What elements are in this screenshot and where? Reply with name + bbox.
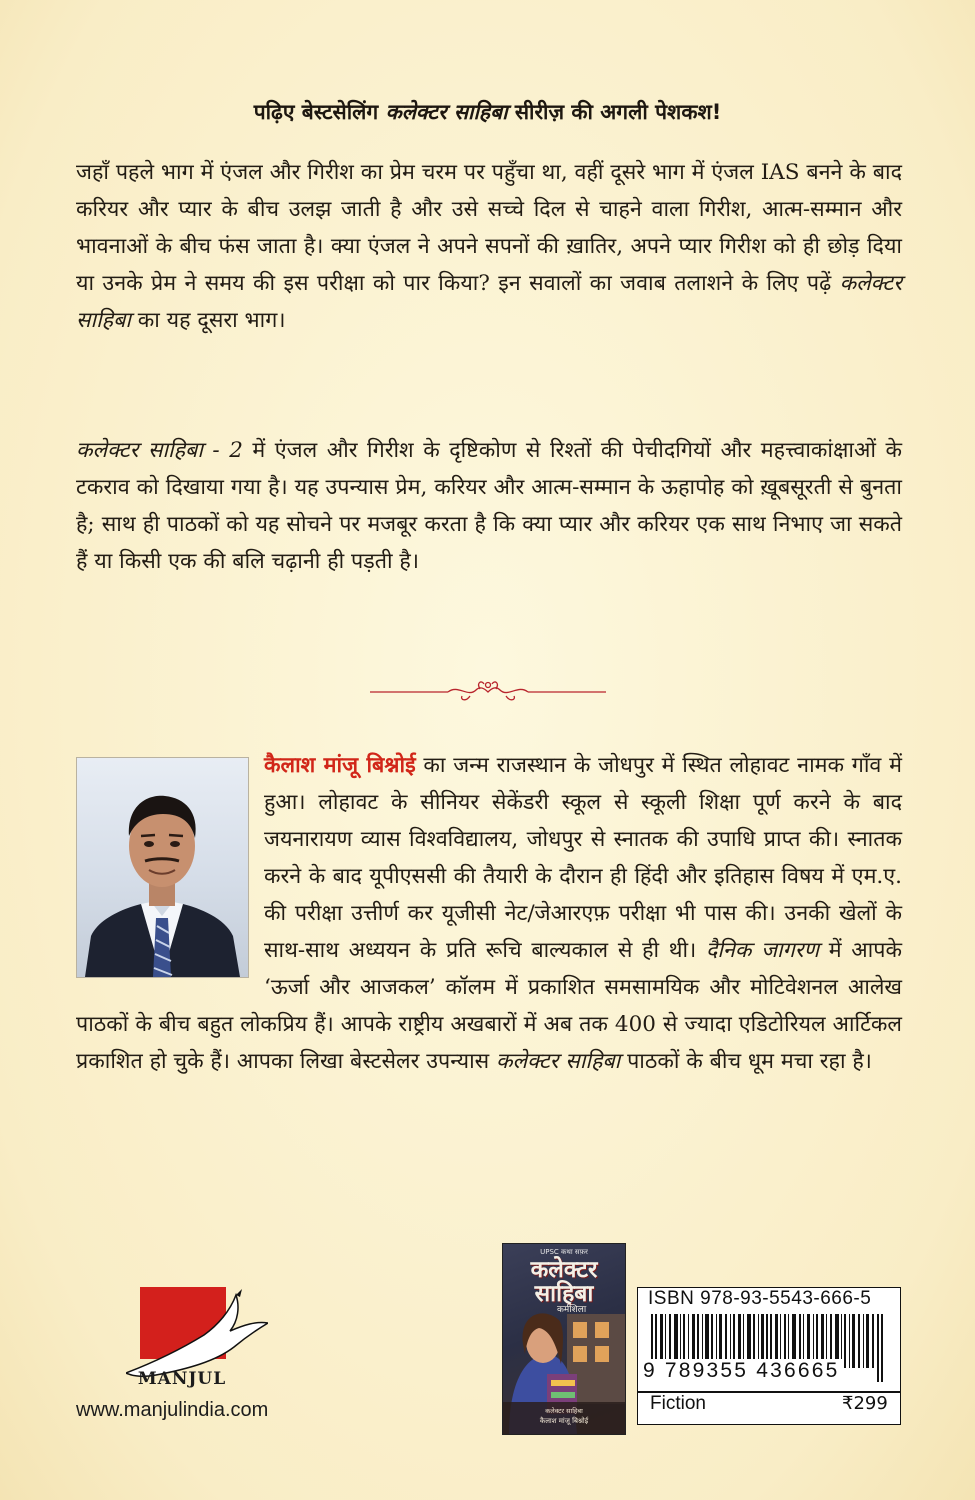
thumb-footer-author: कैलाश मांजू बिश्नोई	[539, 1417, 589, 1425]
synopsis-1-text: जहाँ पहले भाग में एंजल और गिरीश का प्रेम चरम पर पहुँचा था, वहीं दूसरे भाग में एंजल IAS बनने के बाद करियर और प्यार के बीच उलझ जाती है और उसे सच्चे दिल से चाहने वाला गिरीश, आत्म-सम्मान और भावनाओं के बीच फंस जाता है। क्या एंजल ने अपने सपनों की ख़ातिर, अपने प्यार गिरीश को ही छोड़ दिया या उनके प्रेम ने समय की इस परीक्षा को पार किया? इन सवालों का जवाब तलाशने के लिए पढ़ें	[76, 160, 902, 296]
tagline-book-title: कलेक्टर साहिबा	[385, 100, 508, 124]
thumb-title-line-1: कलेक्टर	[530, 1257, 598, 1283]
barcode-digits	[641, 1359, 897, 1383]
isbn-label: ISBN 978-93-5543-666-5	[648, 1288, 872, 1309]
synopsis-2-book-title: कलेक्टर साहिबा - 2	[76, 438, 243, 463]
thumb-title	[503, 1258, 625, 1306]
book-cover-thumbnail	[502, 1243, 626, 1435]
bio-text-1: का जन्म राजस्थान के जोधपुर में स्थित लोहावट नामक गाँव में हुआ। लोहावट के सीनियर सेकेंडरी स्कूल से स्कूली शिक्षा पूर्ण करने के बाद जयनारायण व्यास विश्वविद्यालय, जोधपुर से स्नातक की उपाधि प्राप्त की। स्नातक करने के बाद यूपीएससी की तैयारी के दौरान ही हिंदी और इतिहास विषय में एम.ए. की परीक्षा उत्तीर्ण कर यूजीसी नेट/जेआरएफ़ परीक्षा भी पास की। उनकी खेलों के साथ-साथ अध्ययन के प्रति रूचि बाल्यकाल से ही थी।	[264, 753, 902, 963]
price-label: ₹299	[842, 1393, 888, 1414]
synopsis-paragraph-2	[76, 432, 902, 580]
thumb-subtitle: कर्मशिला	[557, 1305, 587, 1315]
ornament-divider	[370, 676, 606, 706]
publisher-name: MANJUL	[137, 1369, 227, 1389]
tagline-post: सीरीज़ की अगली पेशकश!	[507, 100, 722, 124]
synopsis-paragraph-1	[76, 154, 902, 339]
thumb-title-line-2: साहिबा	[534, 1281, 594, 1307]
synopsis-1-book-title: कलेक्टर साहिबा	[76, 271, 902, 333]
synopsis-1-end: का यह दूसरा भाग।	[130, 308, 286, 333]
genre-label: Fiction	[650, 1393, 706, 1414]
series-tagline	[0, 98, 975, 126]
bio-book-title: कलेक्टर साहिबा	[496, 1049, 621, 1074]
barcode-digits-text: 9 789355 436665	[643, 1359, 840, 1382]
tagline-pre: पढ़िए बेस्टसेलिंग	[253, 100, 386, 124]
author-name: कैलाश मांजू बिश्नोई	[264, 753, 416, 778]
bio-text-3: पाठकों के बीच धूम मचा रहा है।	[620, 1049, 872, 1074]
synopsis-2-text: में एंजल और गिरीश के दृष्टिकोण से रिश्तों की पेचीदगियों और महत्त्वाकांक्षाओं के टकराव को दिखाया गया है। यह उपन्यास प्रेम, करियर और आत्म-सम्मान के ऊहापोह को ख़ूबसूरती से बुनता है; साथ ही पाठकों को यह सोचने पर मजबूर करता है कि क्या प्यार और करियर एक साथ निभाए जा सकते हैं या किसी एक की बलि चढ़ानी ही पड़ती है।	[76, 438, 902, 574]
thumb-footer-title: कलेक्टर साहिबा	[545, 1407, 583, 1415]
author-bio	[76, 747, 902, 1080]
thumb-top-text: UPSC कथा सफ़र	[540, 1248, 588, 1256]
manjul-logo-icon	[126, 1287, 268, 1382]
publisher-website: www.manjulindia.com	[76, 1399, 269, 1421]
bio-newspaper: दैनिक जागरण	[705, 938, 820, 963]
bio-text-2: में आपके ‘ऊर्जा और आजकल’ कॉलम में प्रकाशित समसामयिक और मोटिवेशनल आलेख पाठकों के बीच बहुत लोकप्रिय हैं। आपके राष्ट्रीय अखबारों में अब तक 400 से ज्यादा एडिटोरियल आर्टिकल प्रकाशित हो चुके हैं। आपका लिखा बेस्टसेलर उपन्यास	[76, 938, 903, 1074]
